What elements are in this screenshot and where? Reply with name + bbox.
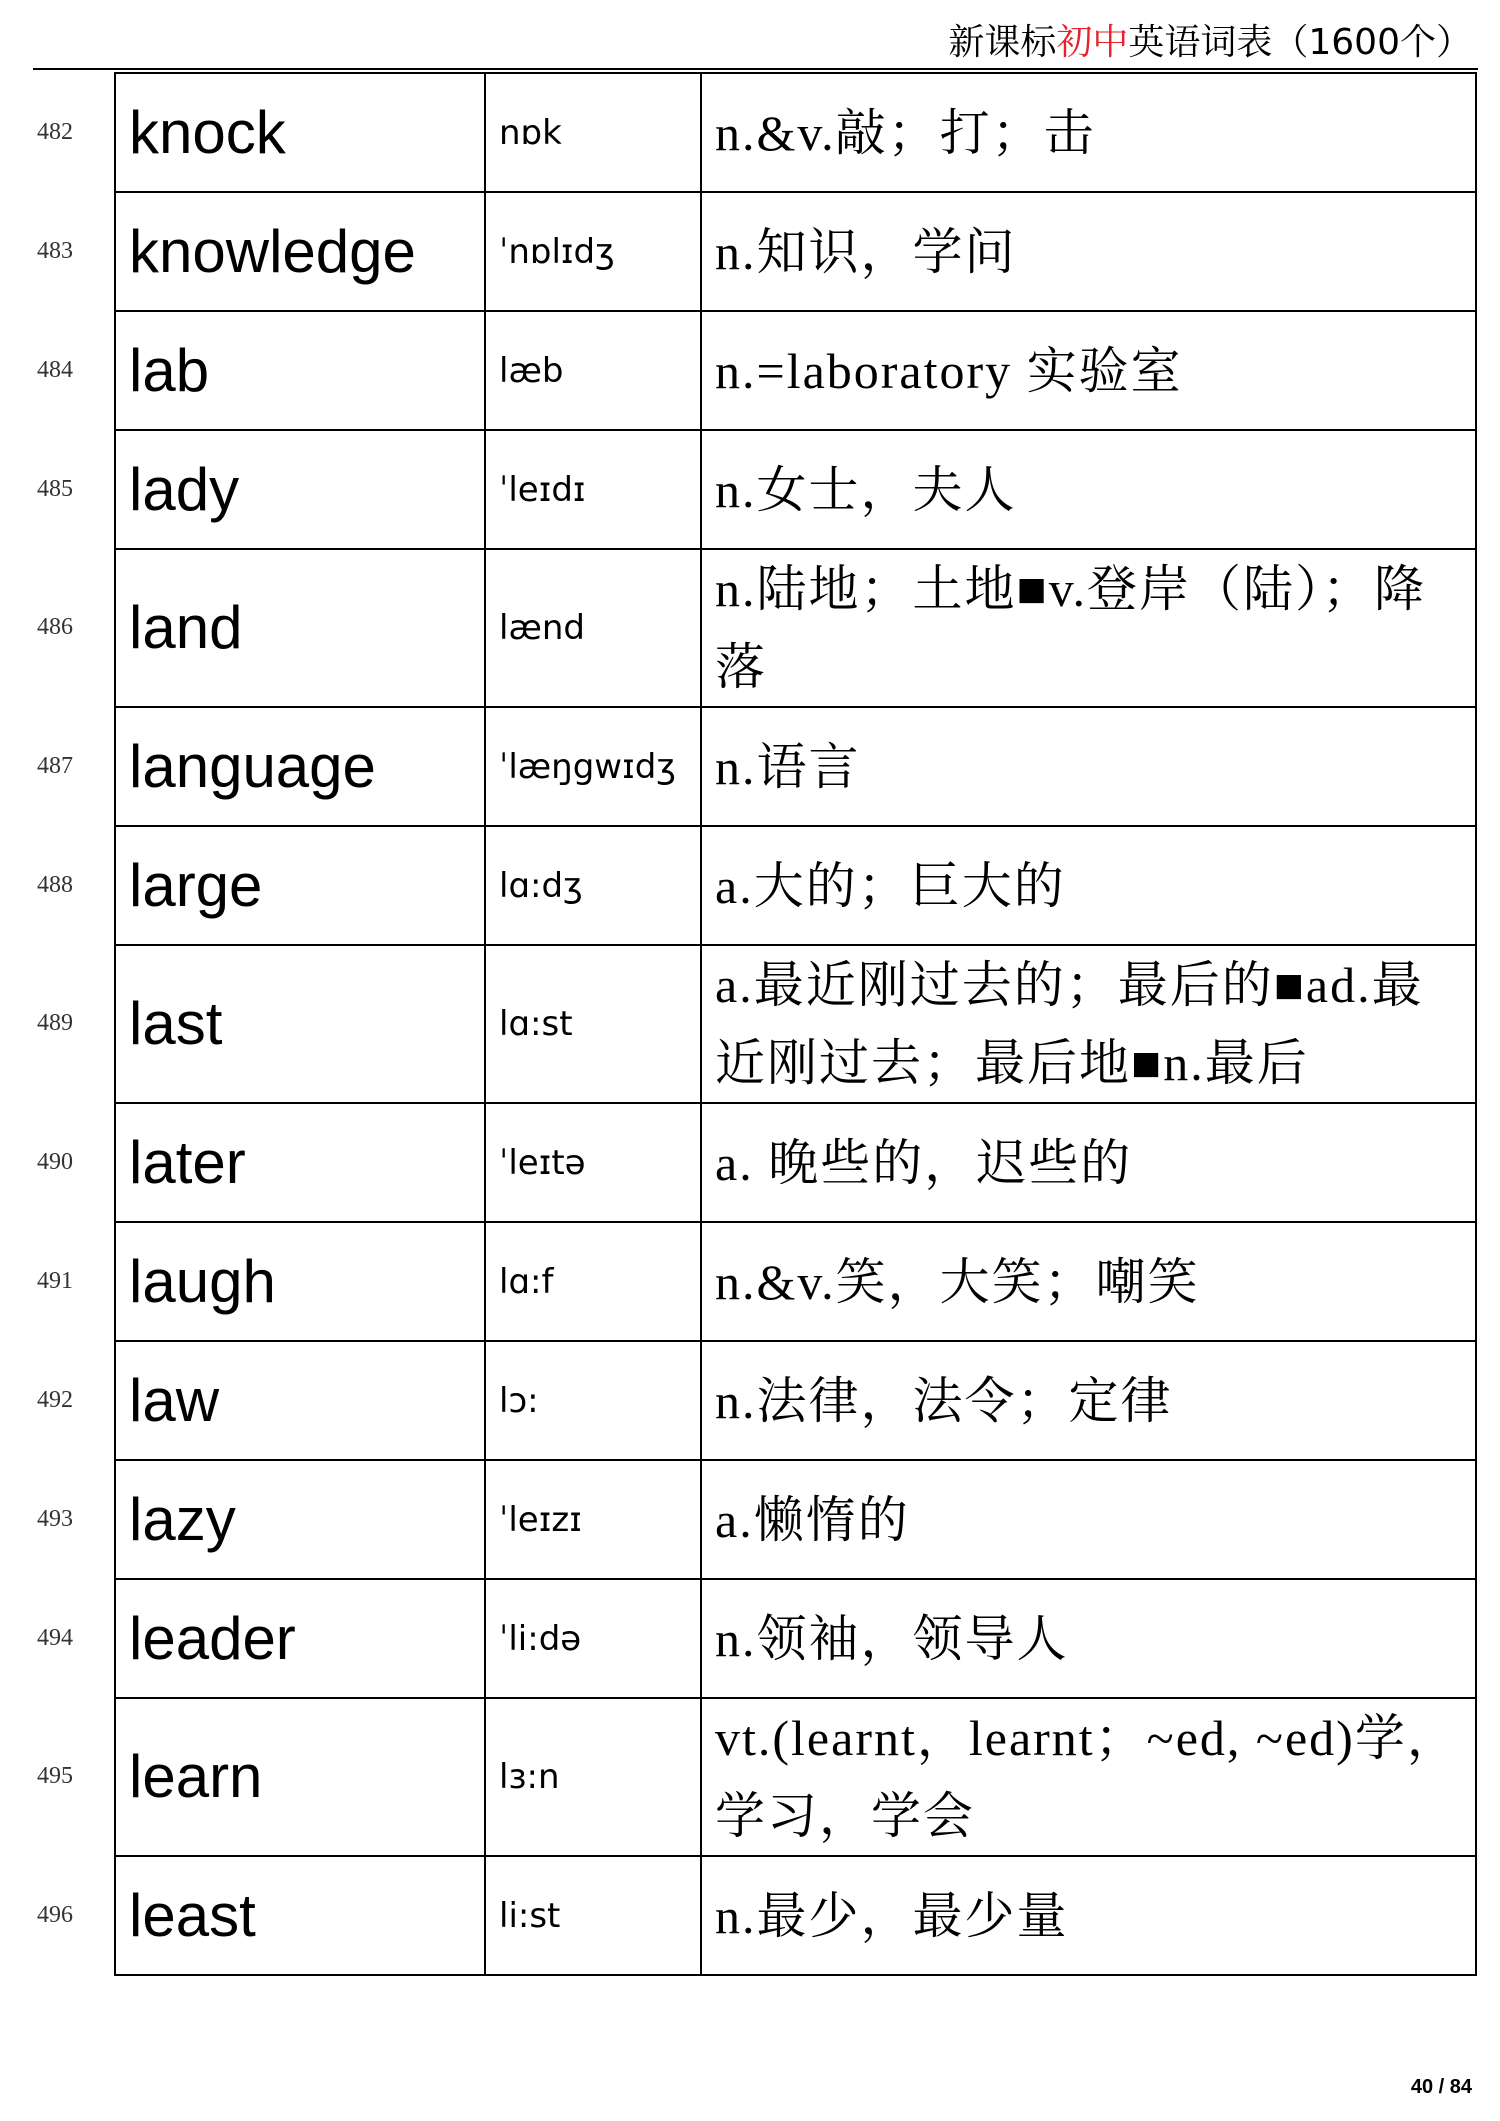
entry-number: 489 — [37, 1010, 73, 1036]
entry-number: 492 — [37, 1386, 73, 1413]
definition-cell: a.懒惰的 — [701, 1460, 1476, 1579]
phonetic-cell: lɜ:n — [485, 1698, 701, 1856]
word-cell: large — [115, 826, 485, 945]
definition-cell: n.最少，最少量 — [701, 1856, 1476, 1975]
entry-number: 487 — [37, 752, 73, 779]
phonetic-cell: ˈli:də — [485, 1579, 701, 1698]
table-row — [115, 192, 1476, 311]
definition-cell: n.法律，法令；定律 — [701, 1341, 1476, 1460]
phonetic-cell: lɔ: — [485, 1341, 701, 1460]
word-cell: lazy — [115, 1460, 485, 1579]
phonetic-cell: lænd — [485, 549, 701, 707]
table-row — [115, 1698, 1476, 1856]
entry-number: 482 — [37, 118, 73, 145]
entry-number: 493 — [37, 1505, 73, 1532]
title-highlight: 初中 — [1056, 22, 1129, 63]
entry-number: 490 — [37, 1148, 73, 1175]
table-row — [115, 1341, 1476, 1460]
table-row — [115, 1103, 1476, 1222]
definition-cell: n.&v.敲；打；击 — [701, 73, 1476, 192]
word-cell: last — [115, 945, 485, 1103]
title-suffix: 英语词表（1600个） — [1128, 22, 1472, 63]
entry-number: 483 — [37, 237, 73, 264]
word-cell: laugh — [115, 1222, 485, 1341]
phonetic-cell: lɑ:st — [485, 945, 701, 1103]
definition-cell: a.最近刚过去的；最后的■ad.最近刚过去；最后地■n.最后 — [701, 945, 1476, 1103]
document-title — [948, 14, 1472, 65]
table-row — [115, 73, 1476, 192]
word-cell: learn — [115, 1698, 485, 1856]
table-row — [115, 707, 1476, 826]
word-cell: knock — [115, 73, 485, 192]
entry-number: 488 — [37, 871, 73, 898]
definition-cell: a.大的；巨大的 — [701, 826, 1476, 945]
word-cell: later — [115, 1103, 485, 1222]
word-cell: lady — [115, 430, 485, 549]
entry-number: 486 — [37, 614, 73, 640]
header-divider — [33, 68, 1478, 70]
table-row — [115, 549, 1476, 707]
entry-number: 484 — [37, 356, 73, 383]
word-cell: knowledge — [115, 192, 485, 311]
entry-number: 485 — [37, 475, 73, 502]
definition-cell: n.语言 — [701, 707, 1476, 826]
phonetic-cell: læb — [485, 311, 701, 430]
definition-cell: n.领袖，领导人 — [701, 1579, 1476, 1698]
definition-cell: a. 晚些的，迟些的 — [701, 1103, 1476, 1222]
phonetic-cell: lɑ:dʒ — [485, 826, 701, 945]
table-row — [115, 945, 1476, 1103]
table-row — [115, 1222, 1476, 1341]
phonetic-cell: ˈnɒlɪdʒ — [485, 192, 701, 311]
phonetic-cell: ˈleɪzɪ — [485, 1460, 701, 1579]
word-cell: land — [115, 549, 485, 707]
entry-number: 491 — [37, 1267, 73, 1294]
definition-cell: n.知识，学问 — [701, 192, 1476, 311]
word-cell: lab — [115, 311, 485, 430]
word-cell: language — [115, 707, 485, 826]
phonetic-cell: li:st — [485, 1856, 701, 1975]
table-row — [115, 430, 1476, 549]
entry-number: 494 — [37, 1624, 73, 1651]
entry-number: 496 — [37, 1901, 73, 1928]
phonetic-cell: ˈlæŋgwɪdʒ — [485, 707, 701, 826]
phonetic-cell: lɑ:f — [485, 1222, 701, 1341]
definition-cell: n.&v.笑，大笑；嘲笑 — [701, 1222, 1476, 1341]
definition-cell: n.=laboratory 实验室 — [701, 311, 1476, 430]
definition-cell: n.陆地；土地■v.登岸（陆）；降落 — [701, 549, 1476, 707]
page-header — [0, 0, 1500, 72]
definition-cell: vt.(learnt，learnt；~ed, ~ed)学，学习，学会 — [701, 1698, 1476, 1856]
phonetic-cell: nɒk — [485, 73, 701, 192]
word-cell: least — [115, 1856, 485, 1975]
table-row — [115, 1460, 1476, 1579]
word-cell: law — [115, 1341, 485, 1460]
page-number: 40 / 84 — [1410, 2076, 1472, 2098]
vocabulary-table — [114, 72, 1477, 1976]
word-cell: leader — [115, 1579, 485, 1698]
table-row — [115, 1579, 1476, 1698]
table-row — [115, 1856, 1476, 1975]
definition-cell: n.女士，夫人 — [701, 430, 1476, 549]
title-prefix: 新课标 — [948, 22, 1057, 63]
entry-number: 495 — [37, 1763, 73, 1789]
phonetic-cell: ˈleɪtə — [485, 1103, 701, 1222]
table-row — [115, 826, 1476, 945]
phonetic-cell: ˈleɪdɪ — [485, 430, 701, 549]
table-row — [115, 311, 1476, 430]
